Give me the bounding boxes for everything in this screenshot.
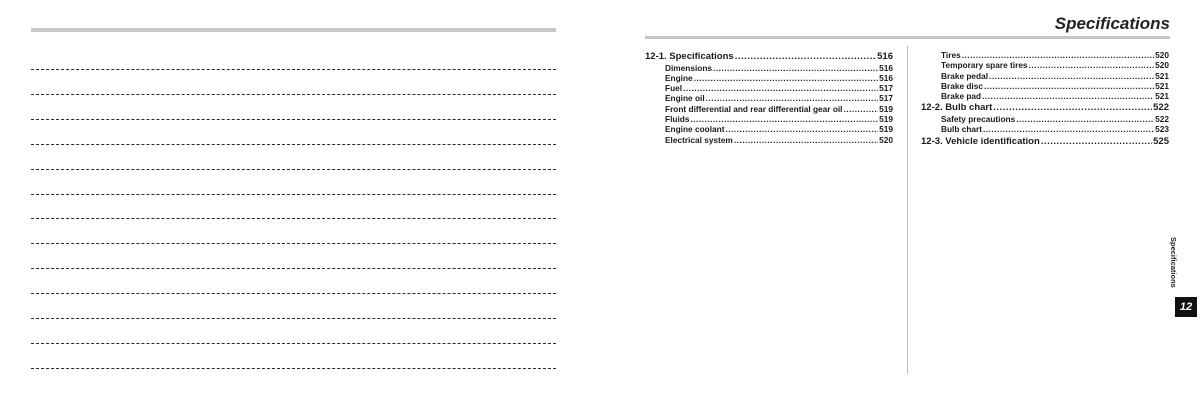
toc-page-number: 522 <box>1153 102 1169 114</box>
toc-page-number: 519 <box>879 103 893 114</box>
toc-sub-entry[interactable] <box>645 83 893 93</box>
note-line <box>31 69 556 70</box>
note-line <box>31 343 556 344</box>
toc-leader-dots <box>713 63 878 73</box>
toc-chapter-entry[interactable] <box>645 51 893 63</box>
toc-sub-entry[interactable] <box>645 63 893 73</box>
toc-entry-label: Electrical system <box>665 134 733 145</box>
toc-entry-label: Engine <box>665 72 693 83</box>
side-section-label <box>1169 237 1187 293</box>
toc-page-number: 521 <box>1155 91 1169 102</box>
toc-chapter-entry[interactable] <box>921 102 1169 114</box>
toc-entry-label: 12-3. Vehicle identification <box>921 135 1040 147</box>
toc-entry-label: Fuel <box>665 83 683 94</box>
toc-page-number: 525 <box>1153 135 1169 147</box>
toc-entry-label: Front differential and rear differential gear oil <box>665 103 843 114</box>
toc-page-number: 520 <box>1155 60 1169 71</box>
toc-leader-dots <box>1029 60 1155 70</box>
note-line <box>31 243 556 244</box>
toc-sub-entry[interactable] <box>921 124 1169 134</box>
chapter-tab[interactable]: 12 <box>1175 297 1197 317</box>
toc-leader-dots <box>706 93 879 103</box>
toc-entry-label: Brake pad <box>941 91 982 102</box>
toc-leader-dots <box>725 124 878 134</box>
toc-entry-label: Fluids <box>665 113 690 124</box>
toc-page-number: 516 <box>877 51 893 62</box>
toc-entry-label: Dimensions <box>665 62 713 73</box>
toc-sub-entry[interactable] <box>645 93 893 103</box>
toc-sub-entry[interactable] <box>921 50 1169 60</box>
note-line <box>31 94 556 95</box>
note-line <box>31 169 556 170</box>
toc-leader-dots <box>983 124 1154 134</box>
note-line <box>31 194 556 195</box>
note-line <box>31 293 556 294</box>
toc-page-number: 517 <box>879 93 893 104</box>
right-page-header-rule <box>645 36 1170 39</box>
toc-page-number: 516 <box>879 72 893 83</box>
toc-entry-label: Bulb chart <box>941 124 983 135</box>
toc-leader-dots <box>735 51 876 63</box>
toc-page-number: 522 <box>1155 113 1169 124</box>
note-line <box>31 119 556 120</box>
toc-leader-dots <box>683 83 878 93</box>
note-line <box>31 368 556 369</box>
toc-entry-label: 12-2. Bulb chart <box>921 102 993 114</box>
notes-area <box>31 55 556 375</box>
toc-entry-label: Safety precautions <box>941 113 1016 124</box>
toc-leader-dots <box>1016 114 1154 124</box>
note-line <box>31 318 556 319</box>
toc-sub-entry[interactable] <box>645 135 893 145</box>
toc-page-number: 519 <box>879 124 893 135</box>
toc-entry-label: Brake disc <box>941 80 983 91</box>
toc-leader-dots <box>694 73 878 83</box>
toc-leader-dots <box>844 104 879 114</box>
toc-entry-label: Brake pedal <box>941 70 989 81</box>
toc-entry-label: Temporary spare tires <box>941 60 1028 71</box>
toc-entry-label: Engine oil <box>665 93 705 104</box>
toc-page-number: 521 <box>1155 70 1169 81</box>
toc-sub-entry[interactable] <box>921 81 1169 91</box>
note-line <box>31 144 556 145</box>
toc-entry-label: 12-1. Specifications <box>645 51 734 62</box>
page-title: Specifications <box>1054 14 1170 33</box>
note-line <box>31 268 556 269</box>
toc-column-right <box>921 50 1169 147</box>
toc-sub-entry[interactable] <box>645 73 893 83</box>
toc-page-number: 523 <box>1155 124 1169 135</box>
toc-sub-entry[interactable] <box>921 114 1169 124</box>
toc-chapter-entry[interactable] <box>921 136 1169 148</box>
toc-leader-dots <box>984 81 1154 91</box>
toc-leader-dots <box>982 91 1154 101</box>
toc-leader-dots <box>734 135 878 145</box>
side-section-label-text: Specifications <box>1169 237 1178 288</box>
toc-page-number: 520 <box>1155 50 1169 60</box>
toc-sub-entry[interactable] <box>645 114 893 124</box>
toc-page-number: 516 <box>879 62 893 73</box>
toc-entry-label: Engine coolant <box>665 124 725 135</box>
note-line <box>31 218 556 219</box>
toc-leader-dots <box>1041 136 1152 148</box>
toc-column-left <box>645 50 893 145</box>
toc-entry-label: Tires <box>941 50 961 60</box>
toc-page-number: 521 <box>1155 80 1169 91</box>
toc-page-number: 520 <box>879 134 893 145</box>
left-page-header-rule <box>31 28 556 32</box>
toc-leader-dots <box>690 114 878 124</box>
toc-page-number: 519 <box>879 113 893 124</box>
toc-page-number: 517 <box>879 83 893 94</box>
toc-sub-entry[interactable] <box>921 71 1169 81</box>
column-divider <box>907 46 908 374</box>
toc-leader-dots <box>993 102 1152 114</box>
toc-leader-dots <box>989 71 1154 81</box>
toc-sub-entry[interactable] <box>921 91 1169 101</box>
toc-sub-entry[interactable] <box>921 60 1169 70</box>
toc-sub-entry[interactable] <box>645 124 893 134</box>
toc-sub-entry[interactable] <box>645 104 893 114</box>
toc-leader-dots <box>962 50 1154 60</box>
